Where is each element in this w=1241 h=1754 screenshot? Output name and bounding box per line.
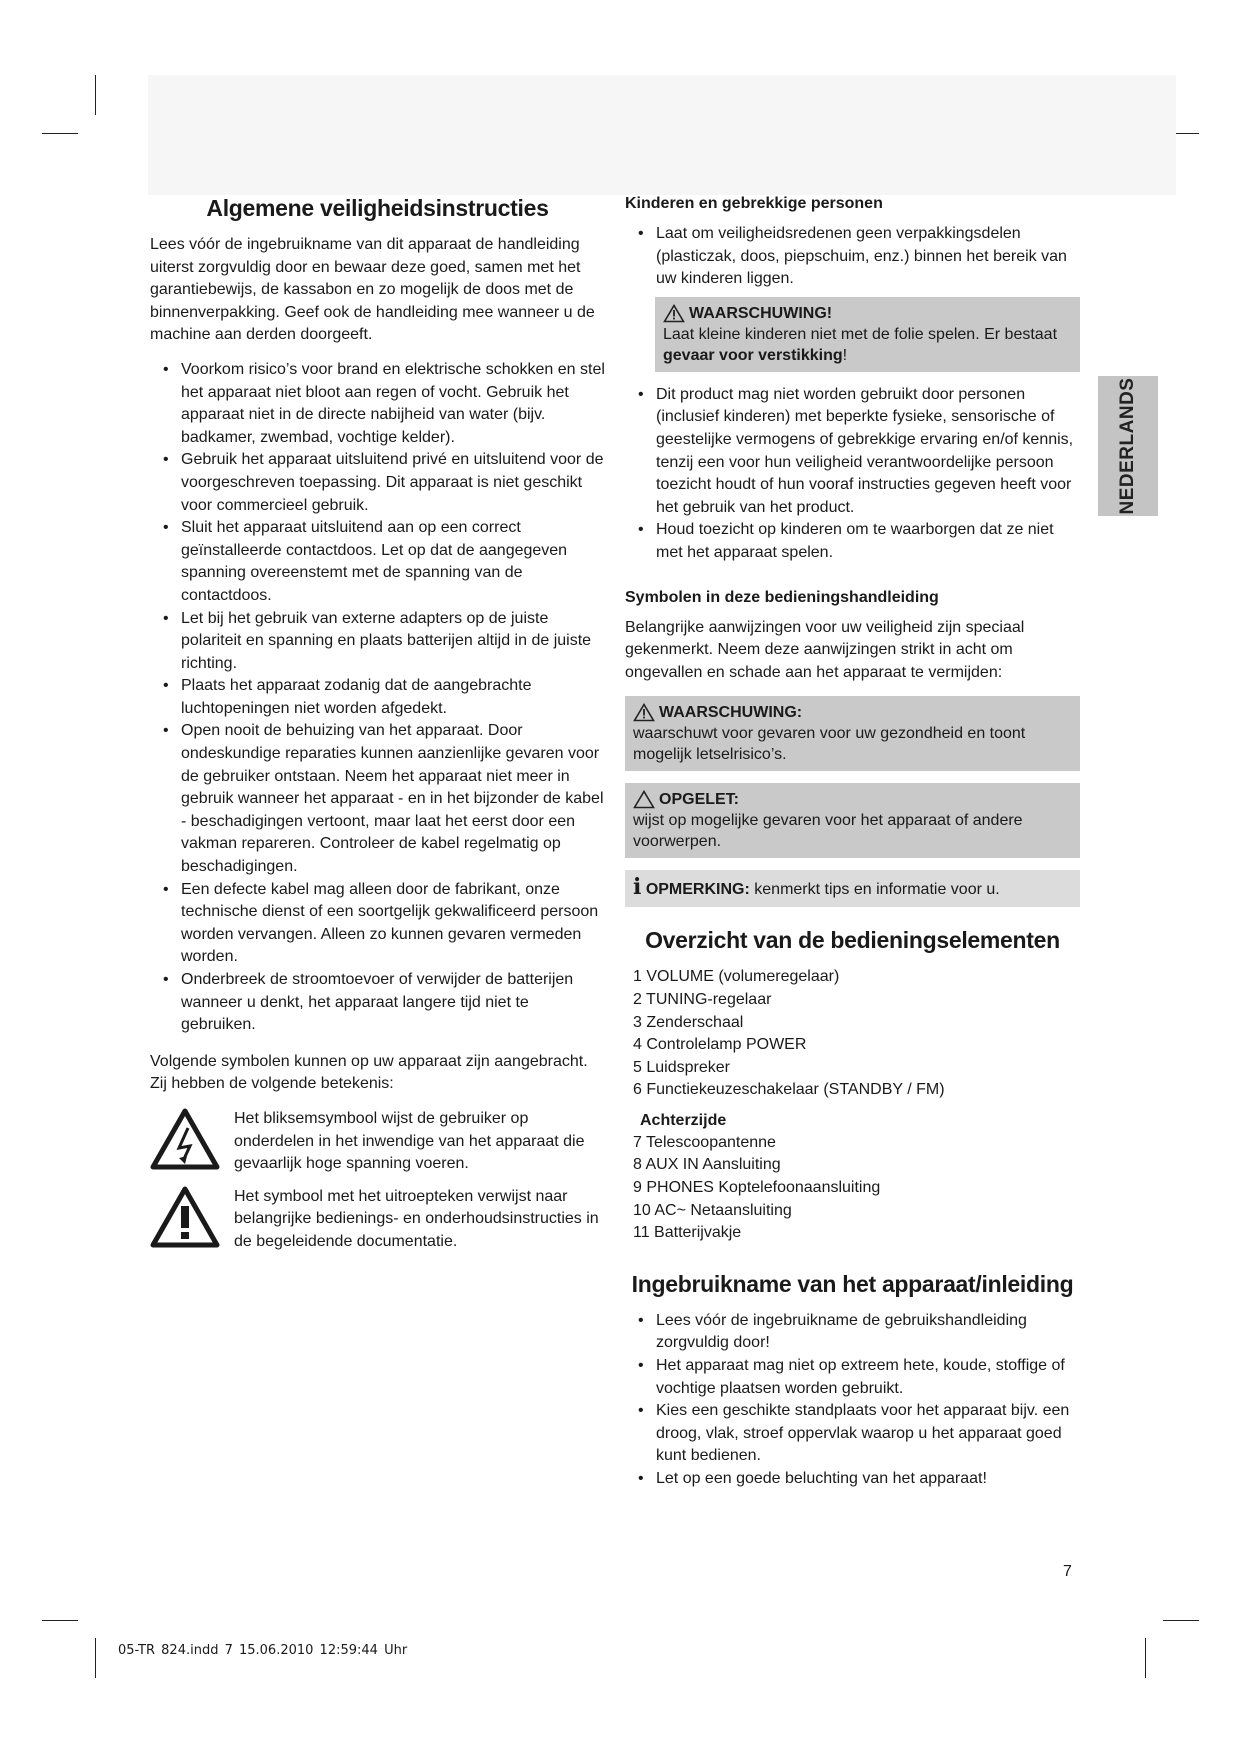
list-item: • Plaats het apparaat zodanig dat de aangebrachte luchtopeningen niet worden afgedekt. (150, 675, 605, 720)
list-item: • Voorkom risico’s voor brand en elektrische schokken en stel het apparaat niet bloot aan regen of vocht. Gebruik het apparaat niet in de directe nabijheid van water (bijv. badkamer, zwembad, vochtige kelder). (150, 359, 605, 449)
overview-list (625, 966, 1080, 1102)
caution-title-row (633, 789, 1072, 810)
header-shade (148, 75, 1176, 195)
list-item: 10 AC~ Netaansluiting (633, 1201, 792, 1219)
crop-mark (1163, 1620, 1199, 1621)
warning-text-end: ! (842, 346, 848, 364)
overview-title: Overzicht van de bedieningselementen (645, 927, 1060, 954)
list-item: 7 Telescoopantenne (633, 1133, 776, 1151)
list-item: 6 Functiekeuzeschakelaar (STANDBY / FM) (633, 1081, 945, 1099)
suffocation-warning-box (655, 297, 1080, 372)
list-item: • Het apparaat mag niet op extreem hete, koude, stoffige of vochtige plaatsen worden gebruikt. (625, 1355, 1080, 1400)
back-side-list (625, 1132, 1080, 1245)
symbols-text: Belangrijke aanwijzingen voor uw veiligheid zijn speciaal gekenmerkt. Neem deze aanwijzingen strikt in acht om ongevallen en schade aan het apparaat te vermijden: (625, 618, 1025, 681)
caution-triangle-icon (633, 790, 655, 809)
symbols-intro: Volgende symbolen kunnen op uw apparaat zijn aangebracht. Zij hebben de volgende betekenis: (150, 1052, 588, 1093)
warning-text: waarschuwt voor gevaren voor uw gezondheid en toont mogelijk letselrisico’s. (633, 725, 1026, 764)
list-item: • Kies een geschikte standplaats voor het apparaat bijv. een droog, vlak, stroef oppervlak waarop u het apparaat goed kunt bedienen. (625, 1400, 1080, 1468)
list-item: • Een defecte kabel mag alleen door de fabrikant, onze technische dienst of een soortgelijk gekwalificeerd persoon worden vervangen. Alleen zo kunnen gevaren vermeden worden. (150, 879, 605, 969)
language-tab-label: NEDERLANDS (1117, 377, 1138, 515)
list-item: 8 AUX IN Aansluiting (633, 1156, 781, 1174)
warning-text (663, 324, 1072, 366)
lightning-symbol-row (150, 1108, 605, 1176)
children-list (625, 223, 1080, 291)
startup-list (625, 1310, 1080, 1491)
back-side-title: Achterzijde (640, 1111, 727, 1129)
list-item: • Sluit het apparaat uitsluitend aan op een correct geïnstalleerde contactdoos. Let op dat de aangegeven spanning overeenstemt met de spanning van de contactdoos. (150, 517, 605, 607)
list-item: • Dit product mag niet worden gebruikt door personen (inclusief kinderen) met beperkte fysieke, sensorische of geestelijke vermogens of gebrekkige ervaring en/of kennis, tenzij een voor hun veiligheid verantwoordelijke persoon toezicht houdt of hun vooraf instructies gegeven heeft voor het gebruik van het product. (625, 384, 1080, 520)
crop-mark (1145, 1638, 1146, 1678)
crop-mark (42, 1620, 78, 1621)
list-item: • Open nooit de behuizing van het apparaat. Door ondeskundige reparaties kunnen aanzienlijke gevaren voor de gebruiker ontstaan. Neem het apparaat niet meer in gebruik wanneer het apparaat - en in het bijzonder de kabel - beschadigingen vertoont, maar laat het eerst door een vakman repareren. Controleer de kabel regelmatig op beschadigingen. (150, 720, 605, 878)
list-item: 5 Luidspreker (633, 1058, 730, 1076)
warning-text-part: Laat kleine kinderen niet met de folie spelen. Er bestaat (663, 325, 1058, 343)
list-item: • Gebruik het apparaat uitsluitend privé en uitsluitend voor de voorgeschreven toepassing. Dit apparaat is niet geschikt voor commercieel gebruik. (150, 449, 605, 517)
note-text: kenmerkt tips en informatie voor u. (754, 881, 1000, 899)
page-number: 7 (1063, 1563, 1072, 1580)
list-item: • Lees vóór de ingebruikname de gebruikshandleiding zorgvuldig door! (625, 1310, 1080, 1355)
lightning-warning-icon (150, 1108, 220, 1170)
note-box (625, 870, 1080, 907)
list-item: 2 TUNING-regelaar (633, 990, 772, 1008)
crop-mark (95, 1638, 96, 1678)
children-title: Kinderen en gebrekkige personen (625, 195, 883, 212)
list-item: • Let op een goede beluchting van het apparaat! (625, 1468, 1080, 1491)
exclamation-symbol-text: Het symbool met het uitroepteken verwijst naar belangrijke bedienings- en onderhoudsinstructies in de begeleidende documentatie. (234, 1187, 599, 1250)
warning-title-row (663, 303, 1072, 324)
warning-title-row (633, 702, 1072, 723)
warning-title: WAARSCHUWING! (689, 304, 833, 322)
info-icon: i (633, 874, 642, 901)
note-label: OPMERKING: (645, 881, 750, 899)
lightning-symbol-text: Het bliksemsymbool wijst de gebruiker op onderdelen in het inwendige van het apparaat die gevaarlijk hoge spanning voeren. (234, 1109, 585, 1173)
warning-triangle-icon (663, 304, 685, 323)
list-item: 3 Zenderschaal (633, 1013, 744, 1031)
safety-intro: Lees vóór de ingebruikname van dit apparaat de handleiding uiterst zorgvuldig door en bewaar deze goed, samen met het garantiebewijs, de kassabon en zo mogelijk de doos met de binnenverpakking. Geef ook de handleiding mee wanneer u de machine aan derden doorgeeft. (150, 236, 595, 344)
exclamation-symbol-row (150, 1186, 605, 1254)
list-item: 1 VOLUME (volumeregelaar) (633, 968, 840, 986)
caution-box (625, 783, 1080, 858)
language-tab (1098, 376, 1158, 516)
health-warning-box (625, 696, 1080, 771)
caution-text: wijst op mogelijke gevaren voor het apparaat of andere voorwerpen. (633, 812, 1023, 851)
children-list-2 (625, 384, 1080, 565)
print-footer: 05-TR 824.indd 7 15.06.2010 12:59:44 Uhr (118, 1643, 408, 1658)
list-item: 11 Batterijvakje (633, 1224, 742, 1242)
startup-title: Ingebruikname van het apparaat/inleiding (631, 1270, 1074, 1297)
list-item: • Laat om veiligheidsredenen geen verpakkingsdelen (plasticzak, doos, piepschuim, enz.) binnen het bereik van uw kinderen liggen. (625, 223, 1080, 291)
caution-title: OPGELET: (659, 791, 740, 809)
crop-mark (95, 75, 96, 115)
list-item: • Onderbreek de stroomtoevoer of verwijder de batterijen wanneer u denkt, het apparaat langere tijd niet te gebruiken. (150, 969, 605, 1037)
list-item: • Houd toezicht op kinderen om te waarborgen dat ze niet met het apparaat spelen. (625, 519, 1080, 564)
warning-title: WAARSCHUWING: (659, 704, 803, 722)
list-item: • Let bij het gebruik van externe adapters op de juiste polariteit en spanning en plaats batterijen altijd in de juiste richting. (150, 608, 605, 676)
warning-triangle-icon (633, 703, 655, 722)
exclamation-warning-icon (150, 1186, 220, 1248)
list-item: 9 PHONES Koptelefoonaansluiting (633, 1179, 881, 1197)
symbols-title: Symbolen in deze bedieningshandleiding (625, 588, 939, 606)
crop-mark (42, 133, 78, 134)
list-item: 4 Controlelamp POWER (633, 1036, 807, 1054)
warning-text-bold: gevaar voor verstikking (663, 346, 843, 364)
safety-list (150, 359, 605, 1037)
safety-title: Algemene veiligheidsinstructies (206, 195, 549, 221)
left-column (150, 195, 605, 1258)
right-column (625, 195, 1080, 1501)
